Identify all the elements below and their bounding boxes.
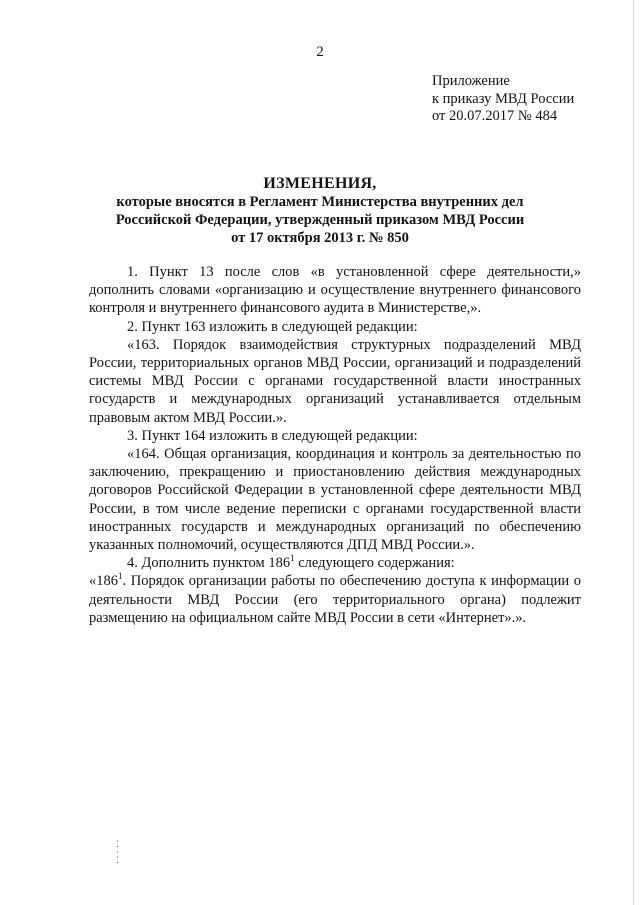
item-4 — [89, 554, 581, 572]
item-3: 3. Пункт 164 изложить в следующей редакции: — [127, 427, 418, 444]
title-line-1: которые вносятся в Регламент Министерства внутренних дел — [116, 194, 524, 210]
item-4-quote-text: . Порядок организации работы по обеспечению доступа к информации о деятельности МВД России (его территориального органа) подлежит размещению на официальном сайте МВД России в сети «Интернет».». — [89, 573, 581, 626]
item-4-quote — [89, 572, 581, 627]
title-line-2: Российской Федерации, утвержденный приказом МВД России — [115, 212, 525, 228]
item-3-quote: «164. Общая организация, координация и контроль за деятельностью по заключению, прекращению и приостановлению действия международных договоров Российской Федерации в установленной сфере деятельности МВД России, в том числе ведение переписки с органами государственной власти иностранных государств и международных организаций по обеспечению указанных полномочий, осуществляются ДПД МВД России.». — [89, 446, 581, 554]
item-4-superscript: 1 — [290, 553, 295, 564]
item-4-text-end: следующего содержания: — [294, 555, 455, 572]
appendix-line-3: от 20.07.2017 № 484 — [432, 108, 558, 124]
document-title — [0, 175, 640, 247]
appendix-block — [432, 73, 574, 126]
scan-marks: ⁚ · ⁚ — [116, 839, 119, 865]
item-4-text-start: 4. Дополнить пунктом 186 — [127, 555, 291, 572]
item-4-quote-superscript: 1 — [118, 571, 123, 582]
title-line-3: от 17 октября 2013 г. № 850 — [231, 230, 409, 246]
item-2: 2. Пункт 163 изложить в следующей редакции: — [127, 318, 418, 335]
item-1: 1. Пункт 13 после слов «в установленной сфере деятельности,» дополнить словами «организацию и осуществление внутреннего финансового контроля и внутреннего финансового аудита в Министерстве,». — [89, 264, 581, 317]
document-body — [89, 263, 581, 627]
item-4-quote-start: «186 — [89, 573, 118, 590]
page-edge-line — [633, 0, 634, 905]
item-2-quote: «163. Порядок взаимодействия структурных подразделений МВД России, территориальных органов МВД России, организаций и подразделений системы МВД России с органами государственной власти иностранных государств и международных организаций устанавливается отдельным правовым актом МВД России.». — [89, 336, 581, 426]
title-heading: ИЗМЕНЕНИЯ, — [263, 175, 377, 192]
appendix-line-1: Приложение — [432, 73, 510, 89]
page-number: 2 — [316, 44, 324, 60]
appendix-line-2: к приказу МВД России — [432, 90, 575, 107]
